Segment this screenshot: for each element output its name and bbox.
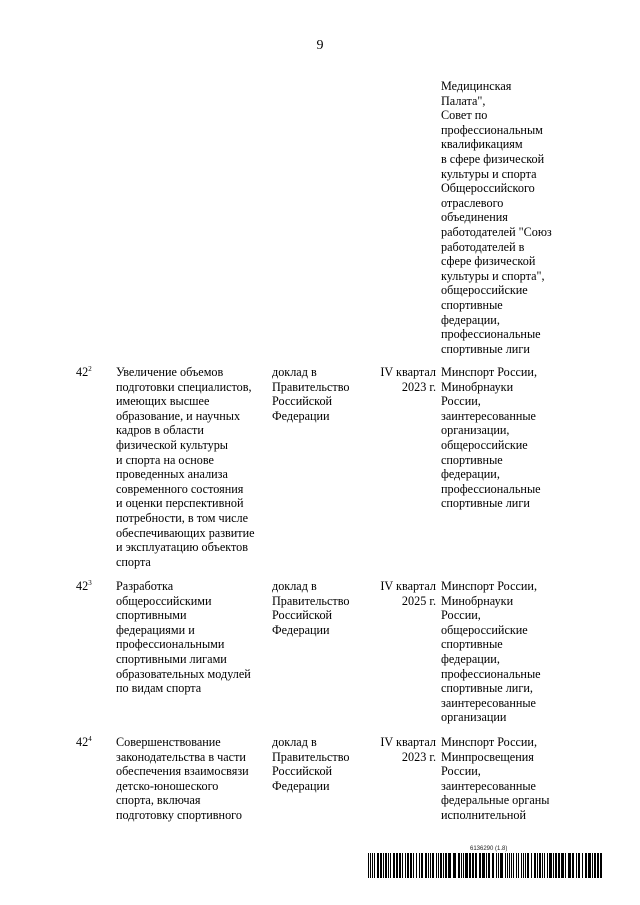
text-line: федерации, bbox=[441, 651, 500, 666]
text-line: организации, bbox=[441, 423, 510, 438]
text-line: IV квартал bbox=[380, 579, 436, 593]
row-number-superscript: 3 bbox=[88, 579, 92, 587]
text-line: подготовки специалистов, bbox=[116, 379, 252, 394]
text-line: IV квартал bbox=[380, 365, 436, 379]
text-line: заинтересованные bbox=[441, 408, 536, 423]
text-line: Медицинская bbox=[441, 79, 512, 93]
row-number-base: 42 bbox=[76, 735, 89, 749]
barcode-bar bbox=[531, 853, 532, 878]
text-line: и спорта на основе bbox=[116, 452, 214, 467]
barcode-bar bbox=[388, 853, 389, 878]
barcode-bar bbox=[527, 853, 529, 878]
text-line: обеспечения взаимосвязи bbox=[116, 764, 249, 779]
barcode-bar bbox=[465, 853, 468, 878]
text-line: спортивные лиги bbox=[441, 341, 530, 356]
barcode-bar bbox=[576, 853, 577, 878]
responsible-cell bbox=[441, 365, 601, 511]
text-line: подготовку спортивного bbox=[116, 807, 242, 822]
barcode-bar bbox=[488, 853, 490, 878]
text-line: Общероссийского bbox=[441, 181, 535, 196]
barcode-bar bbox=[416, 853, 417, 878]
barcode-bar bbox=[542, 853, 543, 878]
text-line: имеющих высшее bbox=[116, 394, 210, 409]
deadline-cell bbox=[366, 579, 436, 608]
barcode-bar bbox=[385, 853, 387, 878]
barcode-bar bbox=[458, 853, 460, 878]
barcode-bar bbox=[402, 853, 403, 878]
text-line: спортивные лиги bbox=[441, 496, 530, 511]
barcode-bar bbox=[539, 853, 541, 878]
barcode-bar bbox=[516, 853, 517, 878]
text-line: Минпросвещения bbox=[441, 749, 534, 764]
barcode-bar bbox=[445, 853, 447, 878]
barcode-bar bbox=[453, 853, 456, 878]
barcode-bar bbox=[553, 853, 554, 878]
row-number-base: 42 bbox=[76, 365, 89, 379]
text-line: профессиональные bbox=[441, 481, 541, 496]
text-line: проведенных анализа bbox=[116, 467, 228, 482]
text-line: законодательства в части bbox=[116, 749, 246, 764]
barcode-bar bbox=[393, 853, 395, 878]
text-line: профессиональные bbox=[441, 666, 541, 681]
barcode-bar bbox=[500, 853, 503, 878]
barcode-bar bbox=[419, 853, 420, 878]
barcode-bar bbox=[518, 853, 519, 878]
barcode-bar bbox=[475, 853, 477, 878]
text-line: физической культуры bbox=[116, 437, 228, 452]
barcode-bar bbox=[492, 853, 494, 878]
responsible-cell bbox=[441, 735, 601, 823]
text-line: России, bbox=[441, 394, 481, 409]
barcode-bar bbox=[407, 853, 409, 878]
text-line: культуры и спорта", bbox=[441, 268, 545, 283]
barcode-bar bbox=[523, 853, 524, 878]
row-number bbox=[76, 365, 104, 380]
text-line: общероссийские bbox=[441, 437, 528, 452]
barcode-bar bbox=[469, 853, 471, 878]
text-line: заинтересованные bbox=[441, 778, 536, 793]
text-line: спорта bbox=[116, 554, 151, 569]
text-line: профессиональные bbox=[441, 327, 541, 342]
text-line: спортивными лигами bbox=[116, 651, 227, 666]
barcode-bar bbox=[600, 853, 602, 878]
text-line: Палата", bbox=[441, 93, 486, 108]
barcode-bar bbox=[507, 853, 508, 878]
barcode-bar bbox=[430, 853, 431, 878]
barcode-bar bbox=[511, 853, 512, 878]
text-line: профессиональным bbox=[441, 122, 543, 137]
text-line: Российской bbox=[272, 764, 333, 779]
row-number-superscript: 4 bbox=[88, 735, 92, 743]
barcode-bar bbox=[374, 853, 375, 878]
row-number-superscript: 2 bbox=[88, 365, 92, 373]
barcode-bar bbox=[380, 853, 382, 878]
barcode-bar bbox=[413, 853, 414, 878]
barcode-bar bbox=[421, 853, 423, 878]
barcode-bar bbox=[472, 853, 474, 878]
barcode-bar bbox=[555, 853, 557, 878]
barcode-bar bbox=[547, 853, 548, 878]
barcode-bar bbox=[440, 853, 442, 878]
barcode-bar bbox=[438, 853, 439, 878]
text-line: России, bbox=[441, 764, 481, 779]
text-line: Минобрнауки bbox=[441, 593, 514, 608]
text-line: общероссийские bbox=[441, 622, 528, 637]
text-line: спортивные bbox=[441, 297, 503, 312]
text-line: федерациями и bbox=[116, 622, 195, 637]
text-line: IV квартал bbox=[380, 735, 436, 749]
text-line: Российской bbox=[272, 608, 333, 623]
text-line: Совет по bbox=[441, 108, 488, 123]
document-code: 6136290 (1.8) bbox=[470, 846, 508, 852]
barcode-bar bbox=[428, 853, 429, 878]
text-line: заинтересованные bbox=[441, 695, 536, 710]
row-number-base: 42 bbox=[76, 579, 89, 593]
text-line: Минспорт России, bbox=[441, 735, 537, 749]
row-number bbox=[76, 735, 104, 750]
barcode-bar bbox=[513, 853, 514, 878]
barcode-bar bbox=[578, 853, 580, 878]
text-line: общероссийские bbox=[441, 283, 528, 298]
text-line: в сфере физической bbox=[441, 151, 545, 166]
measure-cell bbox=[116, 579, 266, 696]
text-line: культуры и спорта bbox=[441, 166, 537, 181]
text-line: Федерации bbox=[272, 778, 330, 793]
text-line: Увеличение объемов bbox=[116, 365, 224, 379]
barcode-bar bbox=[588, 853, 591, 878]
barcode-bar bbox=[582, 853, 583, 878]
text-line: исполнительной bbox=[441, 807, 527, 822]
text-line: и эксплуатацию объектов bbox=[116, 540, 249, 555]
barcode-bar bbox=[448, 853, 451, 878]
text-line: обеспечивающих развитие bbox=[116, 525, 255, 540]
barcode-bar bbox=[482, 853, 485, 878]
text-line: 2023 г. bbox=[401, 749, 436, 764]
barcode-bar bbox=[432, 853, 434, 878]
row-number bbox=[76, 579, 104, 594]
text-line: Минспорт России, bbox=[441, 579, 537, 593]
barcode-bar bbox=[498, 853, 499, 878]
barcode-bar bbox=[565, 853, 566, 878]
barcode-bar bbox=[405, 853, 406, 878]
text-line: Федерации bbox=[272, 622, 330, 637]
barcode-bar bbox=[561, 853, 564, 878]
completion-form-cell bbox=[272, 365, 367, 423]
text-line: Правительство bbox=[272, 749, 350, 764]
barcode-bar bbox=[544, 853, 545, 878]
deadline-cell bbox=[366, 735, 436, 764]
text-line: доклад в bbox=[272, 579, 317, 593]
completion-form-cell bbox=[272, 579, 367, 637]
text-line: сфере физической bbox=[441, 254, 536, 269]
text-line: кадров в области bbox=[116, 423, 204, 438]
text-line: доклад в bbox=[272, 365, 317, 379]
barcode-bar bbox=[396, 853, 398, 878]
text-line: объединения bbox=[441, 210, 508, 225]
text-line: квалификациям bbox=[441, 137, 523, 152]
barcode-bar bbox=[410, 853, 412, 878]
text-line: детско-юношеского bbox=[116, 778, 219, 793]
text-line: и оценки перспективной bbox=[116, 496, 244, 511]
barcode-bar bbox=[479, 853, 481, 878]
barcode-bar bbox=[509, 853, 510, 878]
barcode-bar bbox=[399, 853, 401, 878]
barcode-bar bbox=[537, 853, 538, 878]
text-line: Минобрнауки bbox=[441, 379, 514, 394]
text-line: спортивные bbox=[441, 452, 503, 467]
text-line: России, bbox=[441, 608, 481, 623]
barcode-bar bbox=[383, 853, 384, 878]
text-line: образовательных модулей bbox=[116, 666, 251, 681]
text-line: общероссийскими bbox=[116, 593, 212, 608]
barcode-bar bbox=[390, 853, 391, 878]
barcode-bar bbox=[377, 853, 379, 878]
text-line: Российской bbox=[272, 394, 333, 409]
barcode-bar bbox=[568, 853, 571, 878]
text-line: работодателей в bbox=[441, 239, 525, 254]
barcode-bar bbox=[585, 853, 587, 878]
text-line: профессиональными bbox=[116, 637, 225, 652]
text-line: Правительство bbox=[272, 593, 350, 608]
barcode-bar bbox=[463, 853, 464, 878]
continuation-responsible-cell bbox=[441, 79, 601, 356]
text-line: Разработка bbox=[116, 579, 174, 593]
text-line: организации bbox=[441, 710, 507, 725]
barcode-bar bbox=[505, 853, 506, 878]
text-line: спорта, включая bbox=[116, 793, 201, 808]
text-line: современного состояния bbox=[116, 481, 244, 496]
barcode-bar bbox=[558, 853, 560, 878]
text-line: федерации, bbox=[441, 312, 500, 327]
barcode-bar bbox=[368, 853, 369, 878]
barcode-bar bbox=[534, 853, 536, 878]
barcode-bar bbox=[592, 853, 593, 878]
text-line: спортивные bbox=[441, 637, 503, 652]
barcode-bar bbox=[461, 853, 462, 878]
barcode-bar bbox=[597, 853, 599, 878]
barcode-bar bbox=[443, 853, 444, 878]
barcode-bar bbox=[486, 853, 487, 878]
measure-cell bbox=[116, 735, 266, 823]
text-line: доклад в bbox=[272, 735, 317, 749]
barcode-bar bbox=[521, 853, 522, 878]
text-line: работодателей "Союз bbox=[441, 224, 552, 239]
text-line: Правительство bbox=[272, 379, 350, 394]
text-line: спортивные лиги, bbox=[441, 681, 533, 696]
text-line: спортивными bbox=[116, 608, 187, 623]
text-line: по видам спорта bbox=[116, 681, 202, 696]
text-line: 2025 г. bbox=[401, 593, 436, 608]
barcode-bar bbox=[425, 853, 427, 878]
barcode-image bbox=[368, 853, 603, 878]
barcode-bar bbox=[436, 853, 437, 878]
text-line: потребности, в том числе bbox=[116, 510, 249, 525]
text-line: отраслевого bbox=[441, 195, 504, 210]
page-number: 9 bbox=[316, 38, 324, 53]
measure-cell bbox=[116, 365, 266, 569]
text-line: образование, и научных bbox=[116, 408, 241, 423]
text-line: Минспорт России, bbox=[441, 365, 537, 379]
text-line: 2023 г. bbox=[401, 379, 436, 394]
text-line: федеральные органы bbox=[441, 793, 550, 808]
responsible-cell bbox=[441, 579, 601, 725]
text-line: федерации, bbox=[441, 467, 500, 482]
barcode-bar bbox=[572, 853, 574, 878]
barcode-bar bbox=[525, 853, 526, 878]
deadline-cell bbox=[366, 365, 436, 394]
barcode-bar bbox=[496, 853, 497, 878]
barcode-bar bbox=[370, 853, 371, 878]
barcode-bar bbox=[594, 853, 596, 878]
text-line: Федерации bbox=[272, 408, 330, 423]
text-line: Совершенствование bbox=[116, 735, 221, 749]
barcode-bar bbox=[372, 853, 373, 878]
completion-form-cell bbox=[272, 735, 367, 793]
barcode-bar bbox=[549, 853, 552, 878]
